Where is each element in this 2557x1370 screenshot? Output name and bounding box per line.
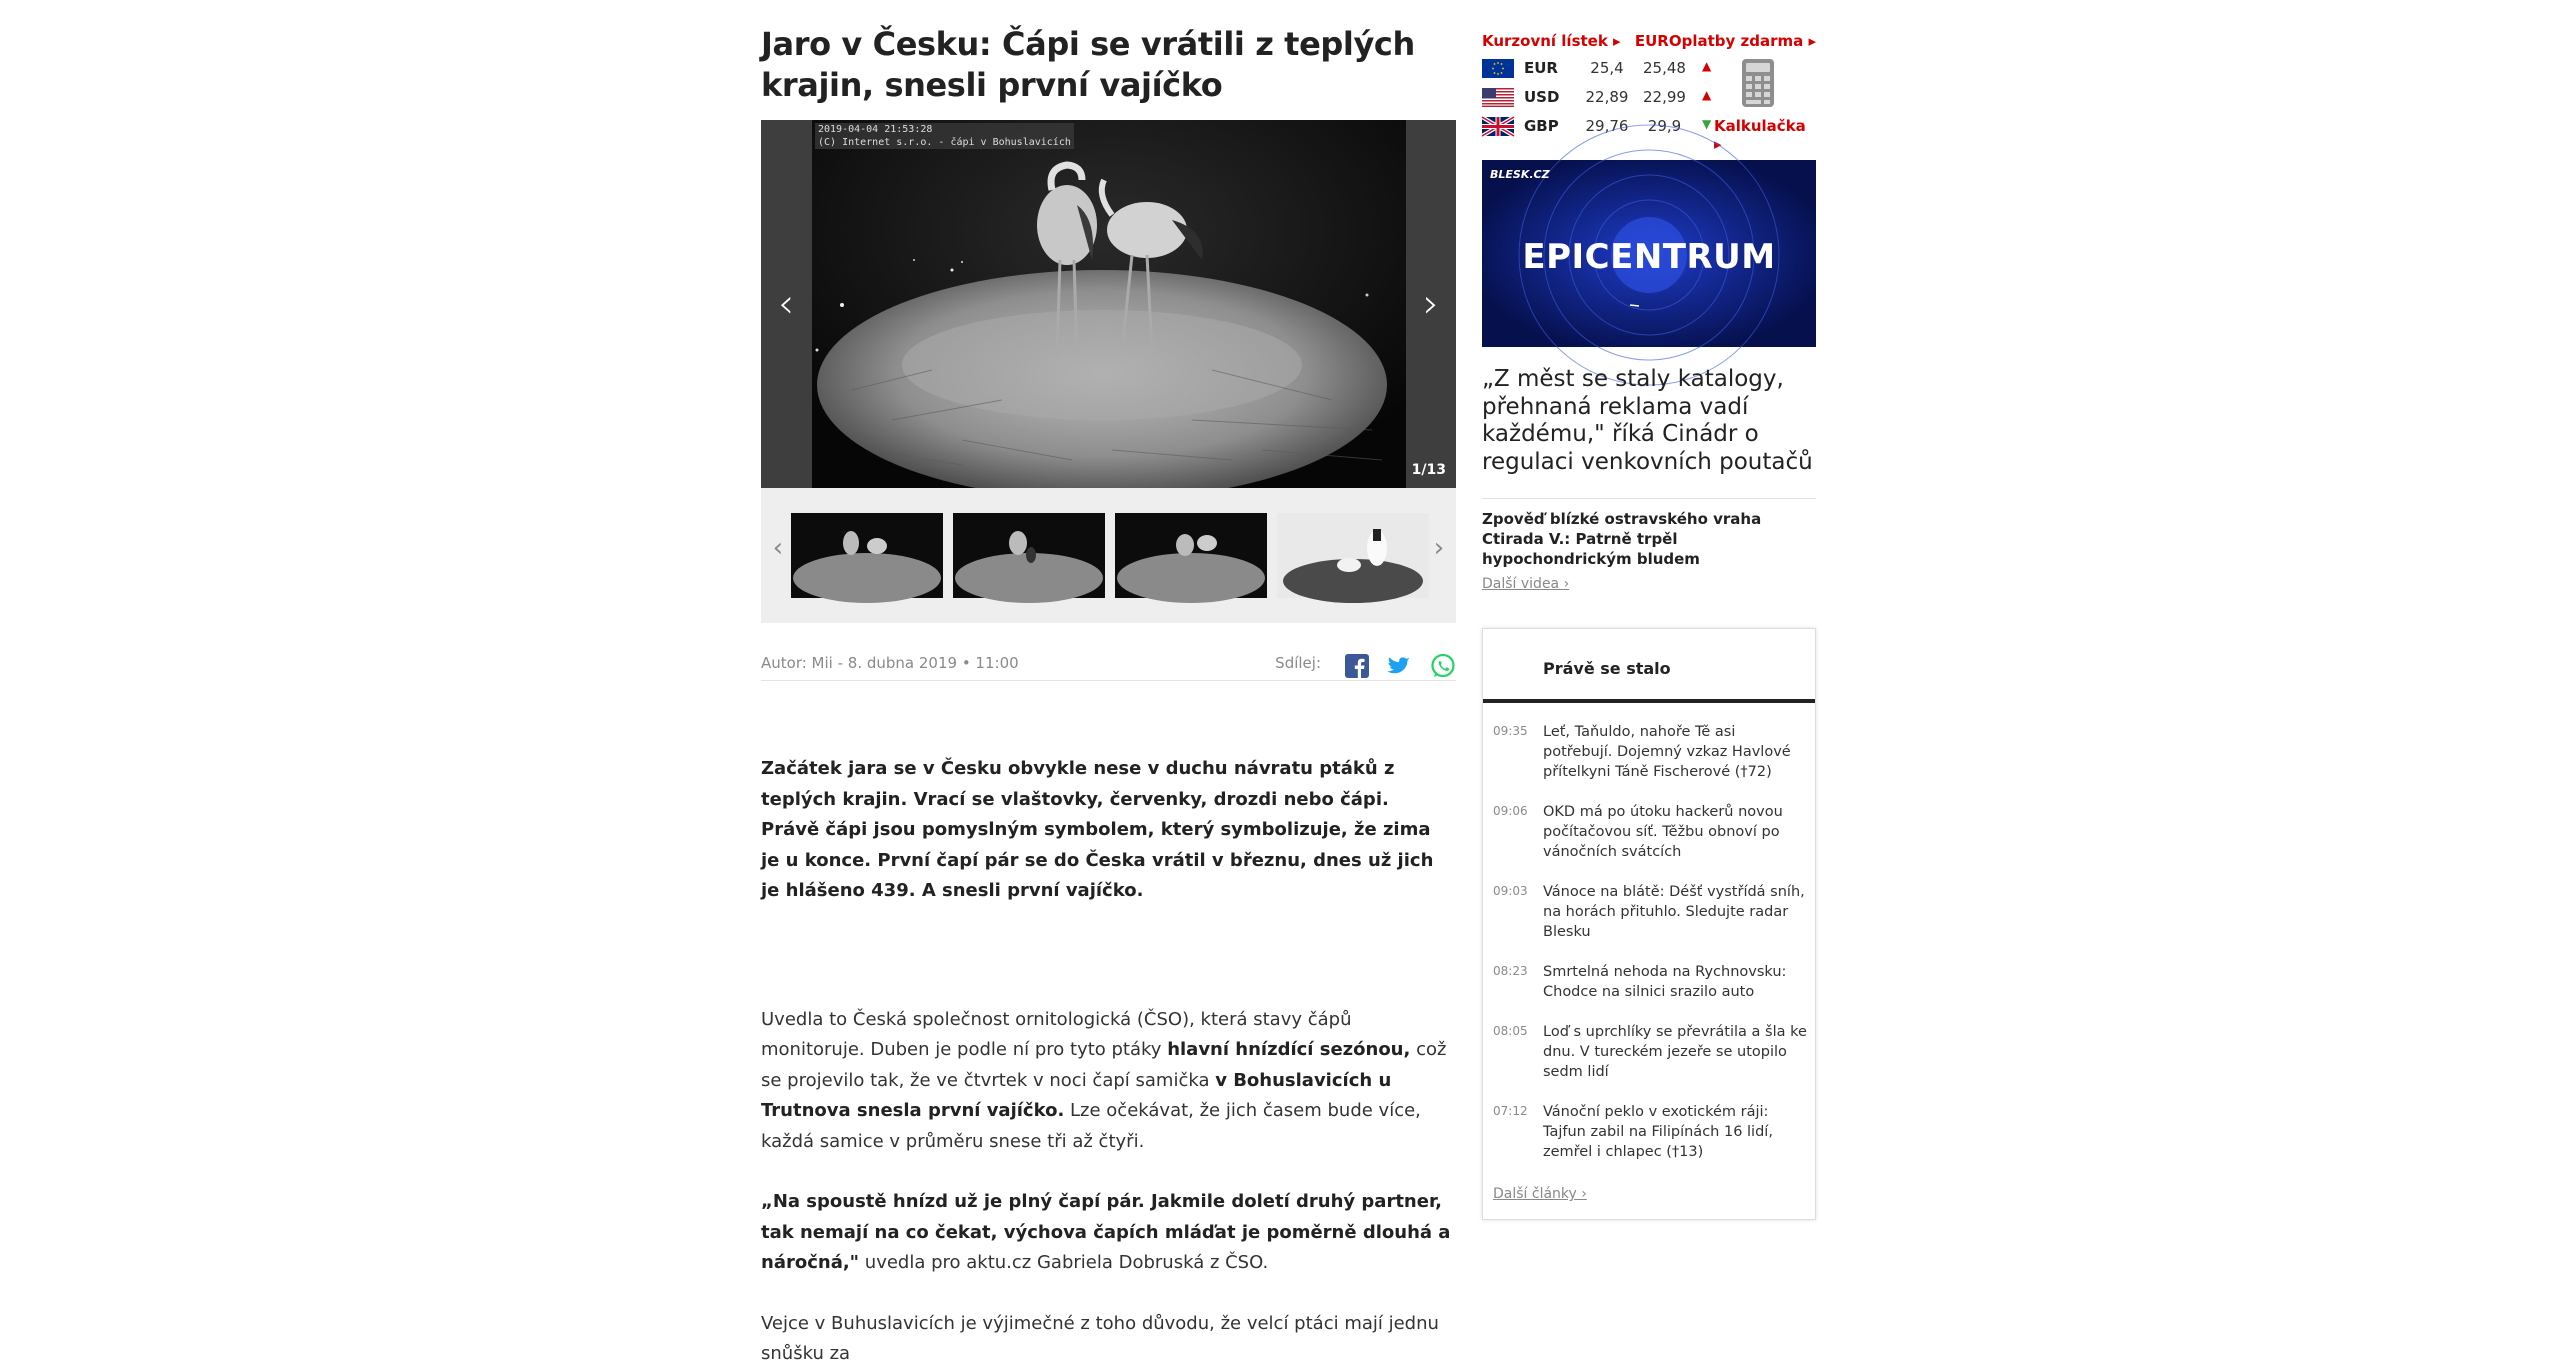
photo-gallery[interactable]	[761, 120, 1456, 488]
exchange-rates-header	[1482, 32, 1816, 54]
news-headline[interactable]: Smrtelná nehoda na Rychnovsku: Chodce na silnici srazilo auto	[1543, 964, 1787, 1000]
latest-news-title: Právě se stalo	[1543, 659, 1671, 678]
article-lead: Začátek jara se v Česku obvykle nese v duchu návratu ptáků z teplých krajin. Vrací se vlaštovky, červenky, drozdi nebo čápi. Právě čápi jsou pomyslným symbolem, který symbolizuje, že zima je u konce. První čapí pár se do Česka vrátil v březnu, dnes už jich je hlášeno 439. A snesli první vajíčko.	[761, 758, 1434, 901]
article-paragraph	[761, 1187, 1451, 1279]
news-headline[interactable]: Vánoce na blátě: Déšť vystřídá sníh, na horách přituhlo. Sledujte radar Blesku	[1543, 884, 1805, 940]
news-headline[interactable]: Loď s uprchlíky se převrátila a šla ke dnu. V tureckém jezeře se utopilo sedm lidí	[1543, 1024, 1807, 1080]
quote-bold: „Na spoustě hnízd už je plný čapí pár. Jakmile doletí druhý partner, tak nemají na co čekat, výchova čapích mláďat je poměrně dlouhá a náročná,"	[761, 1191, 1451, 1273]
eu-flag-icon	[1482, 59, 1514, 78]
stork-nest-photo	[812, 120, 1406, 488]
camera-timestamp	[815, 123, 1074, 149]
thumbnail[interactable]	[1277, 513, 1429, 598]
thumbs-next-icon[interactable]: ›	[1433, 533, 1445, 563]
currency-code: USD	[1524, 88, 1560, 106]
latest-news-box	[1482, 628, 1816, 1220]
news-time: 09:06	[1493, 804, 1528, 818]
paragraph-bold: hlavní hnízdící sezónou,	[1167, 1039, 1411, 1060]
gallery-prev-icon[interactable]: ‹	[778, 281, 794, 327]
rate-sell: 25,48	[1643, 59, 1686, 77]
currency-code: GBP	[1524, 117, 1559, 135]
calculator-icon[interactable]	[1741, 58, 1775, 108]
news-time: 09:03	[1493, 884, 1528, 898]
currency-code: EUR	[1524, 59, 1558, 77]
news-headline[interactable]: OKD má po útoku hackerů novou počítačovou síť. Těžbu obnoví po vánočních svátcích	[1543, 804, 1783, 860]
divider	[1482, 498, 1816, 499]
uk-flag-icon	[1482, 117, 1514, 136]
paragraph-text: Lze očekávat, že jich časem bude více, každá samice v průměru snese tři až čtyři.	[761, 1100, 1421, 1152]
thumbnail[interactable]	[791, 513, 943, 598]
paragraph-text: Uvedla to Česká společnost ornitologická (ČSO), která stavy čápů monitoruje. Duben je podle ní pro tyto ptáky	[761, 1008, 1352, 1060]
trend-up-icon: ▲	[1702, 59, 1712, 73]
sidebar	[1482, 32, 1816, 1202]
rate-buy: 25,4	[1590, 59, 1624, 77]
trend-up-icon: ▲	[1702, 88, 1712, 102]
video-headline[interactable]: „Z měst se staly katalogy, přehnaná reklama vadí každému," říká Cinádr o regulaci venkovních poutačů	[1482, 366, 1813, 475]
thumbs-prev-icon[interactable]: ‹	[772, 533, 784, 563]
facebook-icon[interactable]	[1344, 653, 1370, 679]
gallery-thumbnails	[761, 488, 1456, 623]
more-articles-link[interactable]: Další články ›	[1493, 1186, 1587, 1202]
thumbnail[interactable]	[1115, 513, 1267, 598]
news-time: 08:05	[1493, 1024, 1528, 1038]
camera-date: 2019-04-04 21:53:28	[818, 124, 933, 135]
rate-sell: 29,9	[1647, 117, 1682, 135]
rate-sell: 22,99	[1643, 88, 1686, 106]
video-related-headline[interactable]: Zpověď blízké ostravského vraha Ctirada V.: Patrně trpěl hypochondrickým bludem	[1482, 510, 1762, 568]
us-flag-icon	[1482, 88, 1514, 107]
news-headline[interactable]: Leť, Taňuldo, nahoře Tě asi potřebují. Dojemný vzkaz Havlové přítelkyni Táně Fischerové (†72)	[1543, 724, 1791, 780]
video-brand: BLESK.CZ	[1490, 168, 1550, 181]
whatsapp-icon[interactable]	[1430, 653, 1456, 679]
gallery-photo[interactable]	[812, 120, 1406, 488]
paragraph-bold: v Bohuslavicích u Trutnova snesla první vajíčko.	[761, 1069, 1392, 1121]
more-videos-link[interactable]: Další videa ›	[1482, 576, 1570, 592]
news-time: 07:12	[1493, 1104, 1528, 1118]
gallery-next-icon[interactable]: ›	[1423, 281, 1439, 327]
article-meta	[761, 653, 1456, 681]
video-title: EPICENTRUM	[1522, 237, 1776, 277]
paragraph-text: což se projevilo tak, že ve čtvrtek v noci čapí samička	[761, 1039, 1447, 1091]
news-time: 09:35	[1493, 724, 1528, 738]
video-player[interactable]	[1482, 160, 1816, 347]
article-title: Jaro v Česku: Čápi se vrátili z teplých krajin, snesli první vajíčko	[761, 25, 1415, 104]
news-headline[interactable]: Vánoční peklo v exotickém ráji: Tajfun zabil na Filipínách 16 lidí, zemřel i chlapec (†13)	[1543, 1104, 1773, 1160]
rate-buy: 22,89	[1585, 88, 1629, 106]
rate-buy: 29,76	[1585, 117, 1629, 135]
calculator-link[interactable]: Kalkulačka ▸	[1714, 117, 1806, 153]
twitter-icon[interactable]	[1386, 653, 1412, 679]
share-label: Sdílej:	[1275, 654, 1321, 672]
europayments-link[interactable]: EUROplatby zdarma ▸	[1634, 32, 1816, 50]
camera-source: (C) Internet s.r.o. - čápi v Bohuslavicích	[818, 137, 1071, 148]
article	[761, 24, 1456, 1370]
divider	[1483, 699, 1815, 703]
trend-down-icon: ▼	[1702, 117, 1712, 131]
gallery-counter: 1/13	[1411, 462, 1446, 478]
thumbnail[interactable]	[953, 513, 1105, 598]
exchange-rates-link[interactable]: Kurzovní lístek ▸	[1482, 32, 1621, 50]
article-paragraph: Vejce v Buhuslavicích je výjimečné z toho důvodu, že velcí ptáci mají jednu snůšku za	[761, 1312, 1439, 1364]
article-paragraph	[761, 1005, 1451, 1158]
paragraph-text: uvedla pro aktu.cz Gabriela Dobruská z ČSO.	[859, 1252, 1269, 1273]
news-time: 08:23	[1493, 964, 1528, 978]
author-line: Autor: Mii - 8. dubna 2019 • 11:00	[761, 654, 1019, 672]
rate-row-gbp	[1482, 112, 1816, 153]
